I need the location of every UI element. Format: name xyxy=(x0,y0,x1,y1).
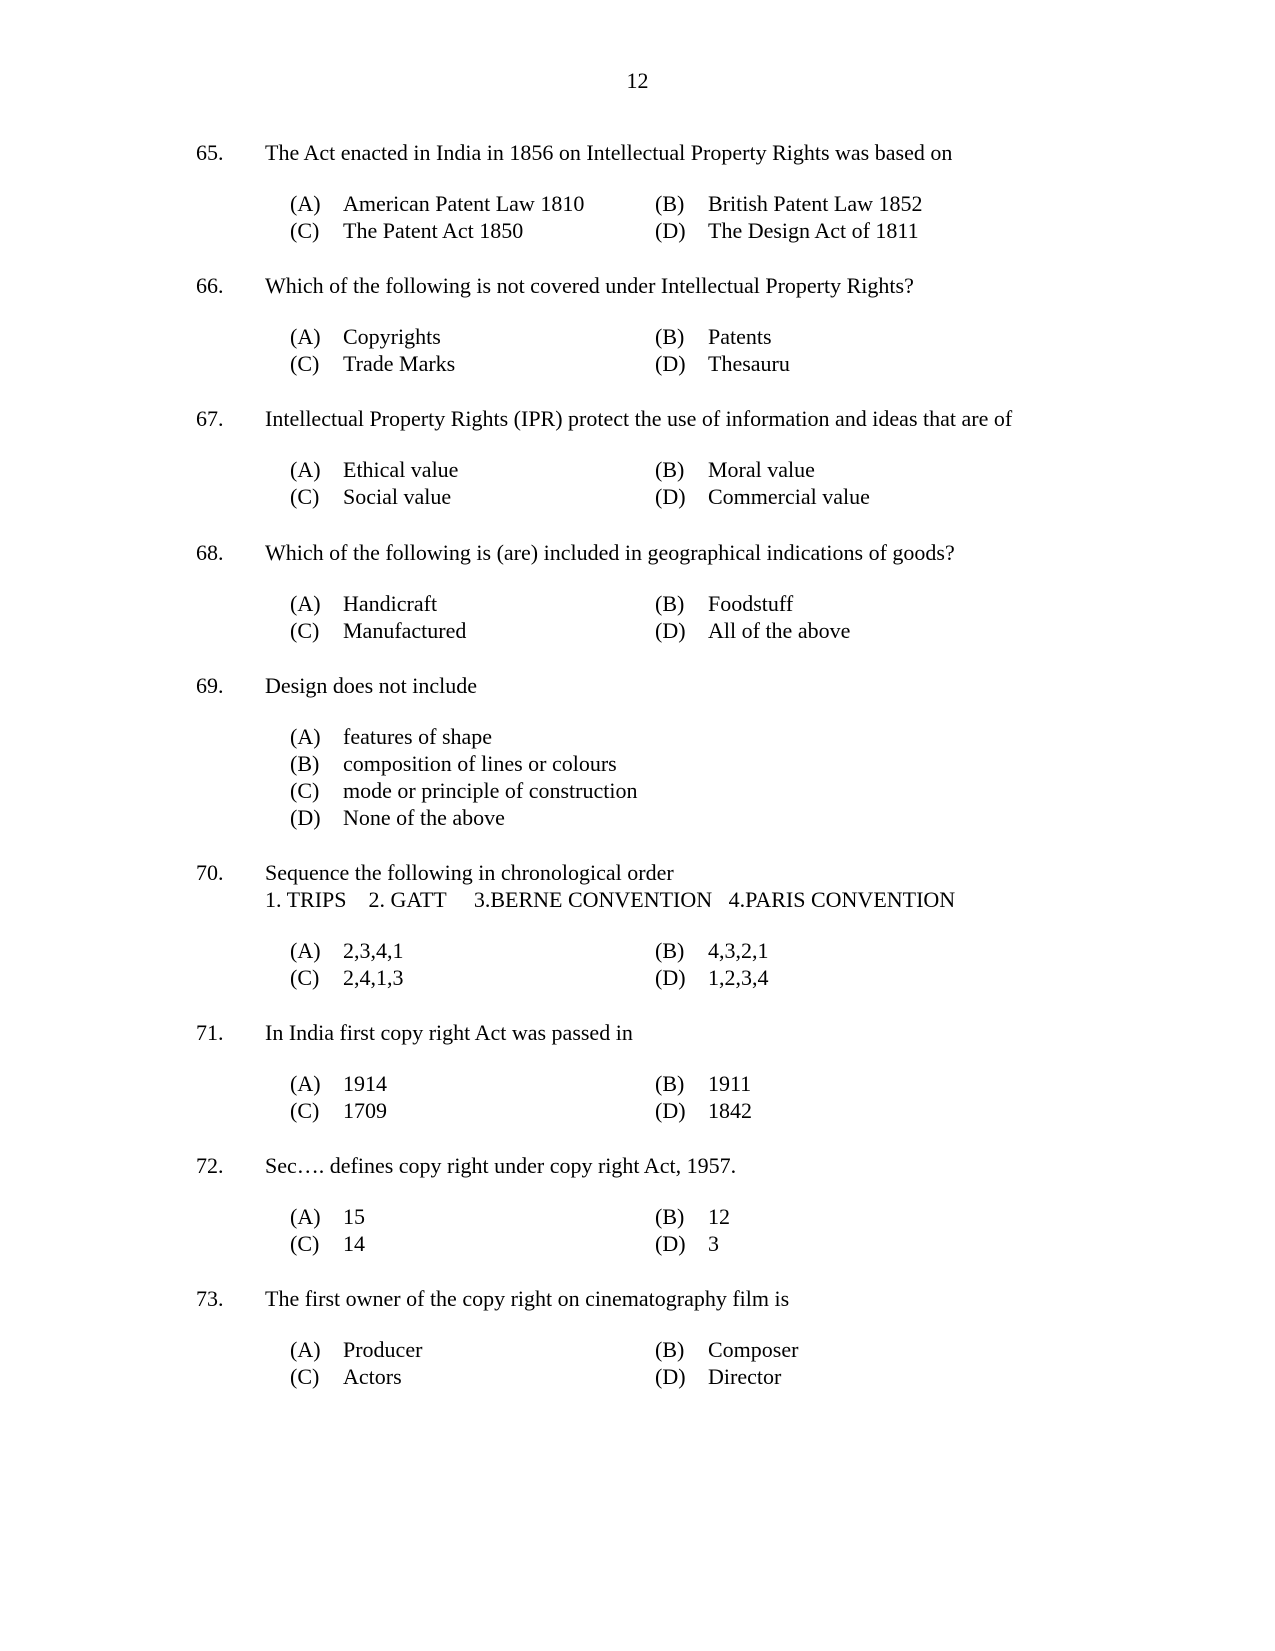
option-text: Director xyxy=(708,1364,782,1389)
option-text: Patents xyxy=(708,324,772,349)
option-text: Social value xyxy=(343,484,452,509)
question-text: Sequence the following in chronological order xyxy=(265,860,674,885)
question-text: Which of the following is not covered under Intellectual Property Rights? xyxy=(265,273,914,298)
option-text: 1911 xyxy=(708,1071,752,1096)
question-text: Which of the following is (are) included in geographical indications of goods? xyxy=(265,540,955,565)
option-text: The Patent Act 1850 xyxy=(343,218,524,243)
question-number: 66. xyxy=(196,273,224,298)
option-text: Composer xyxy=(708,1337,799,1362)
option-letter: (D) xyxy=(655,1364,686,1389)
page-number: 12 xyxy=(626,68,649,93)
option-letter: (C) xyxy=(290,1364,320,1389)
option-text: British Patent Law 1852 xyxy=(708,191,923,216)
question-number: 72. xyxy=(196,1153,224,1178)
question-number: 65. xyxy=(196,140,224,165)
option-letter: (C) xyxy=(290,351,320,376)
option-text: Moral value xyxy=(708,457,815,482)
option-letter: (D) xyxy=(655,618,686,643)
option-text: 1842 xyxy=(708,1098,752,1123)
option-letter: (D) xyxy=(655,1231,686,1256)
option-text: Handicraft xyxy=(343,591,438,616)
question-sequence-items: 1. TRIPS 2. GATT 3.BERNE CONVENTION 4.PARIS CONVENTION xyxy=(265,887,956,912)
option-letter: (B) xyxy=(655,324,685,349)
option-text: Copyrights xyxy=(343,324,441,349)
question-text: In India first copy right Act was passed in xyxy=(265,1020,633,1045)
option-letter: (D) xyxy=(655,218,686,243)
option-letter: (A) xyxy=(290,457,321,482)
option-text: 12 xyxy=(708,1204,730,1229)
option-letter: (A) xyxy=(290,1337,321,1362)
option-letter: (A) xyxy=(290,938,321,963)
option-text: mode or principle of construction xyxy=(343,778,638,803)
option-text: Manufactured xyxy=(343,618,467,643)
option-letter: (A) xyxy=(290,191,321,216)
option-text: 3 xyxy=(708,1231,719,1256)
question-text: Intellectual Property Rights (IPR) protect the use of information and ideas that are of xyxy=(265,406,1013,431)
option-letter: (B) xyxy=(655,1071,685,1096)
question-number: 69. xyxy=(196,673,224,698)
option-text: All of the above xyxy=(708,618,851,643)
option-text: features of shape xyxy=(343,724,493,749)
question-text: Sec…. defines copy right under copy right Act, 1957. xyxy=(265,1153,737,1178)
option-text: 14 xyxy=(343,1231,365,1256)
option-letter: (D) xyxy=(655,484,686,509)
option-letter: (A) xyxy=(290,724,321,749)
option-text: 1,2,3,4 xyxy=(708,965,769,990)
question-text: The first owner of the copy right on cinematography film is xyxy=(265,1286,790,1311)
option-letter: (A) xyxy=(290,591,321,616)
question-text: The Act enacted in India in 1856 on Intellectual Property Rights was based on xyxy=(265,140,953,165)
option-letter: (C) xyxy=(290,618,320,643)
option-text: Producer xyxy=(343,1337,423,1362)
option-letter: (B) xyxy=(290,751,320,776)
option-letter: (B) xyxy=(655,191,685,216)
option-letter: (A) xyxy=(290,1204,321,1229)
option-letter: (C) xyxy=(290,965,320,990)
option-text: 2,4,1,3 xyxy=(343,965,404,990)
option-letter: (A) xyxy=(290,1071,321,1096)
option-text: 2,3,4,1 xyxy=(343,938,404,963)
question-text: Design does not include xyxy=(265,673,478,698)
option-text: 1709 xyxy=(343,1098,387,1123)
option-text: Actors xyxy=(343,1364,402,1389)
question-number: 73. xyxy=(196,1286,224,1311)
option-text: Commercial value xyxy=(708,484,870,509)
option-letter: (D) xyxy=(290,805,321,830)
option-letter: (B) xyxy=(655,457,685,482)
question-number: 67. xyxy=(196,406,224,431)
option-letter: (C) xyxy=(290,1231,320,1256)
option-letter: (D) xyxy=(655,965,686,990)
option-letter: (B) xyxy=(655,938,685,963)
option-letter: (C) xyxy=(290,484,320,509)
option-text: Thesauru xyxy=(708,351,790,376)
option-letter: (B) xyxy=(655,591,685,616)
option-text: American Patent Law 1810 xyxy=(343,191,585,216)
option-letter: (D) xyxy=(655,351,686,376)
option-letter: (B) xyxy=(655,1204,685,1229)
option-text: 4,3,2,1 xyxy=(708,938,769,963)
question-number: 68. xyxy=(196,540,224,565)
option-text: 15 xyxy=(343,1204,365,1229)
option-letter: (B) xyxy=(655,1337,685,1362)
option-text: Foodstuff xyxy=(708,591,794,616)
option-text: None of the above xyxy=(343,805,505,830)
option-letter: (C) xyxy=(290,778,320,803)
option-letter: (C) xyxy=(290,218,320,243)
option-text: 1914 xyxy=(343,1071,387,1096)
question-number: 71. xyxy=(196,1020,224,1045)
option-letter: (A) xyxy=(290,324,321,349)
option-letter: (C) xyxy=(290,1098,320,1123)
option-text: Trade Marks xyxy=(343,351,456,376)
question-number: 70. xyxy=(196,860,224,885)
option-letter: (D) xyxy=(655,1098,686,1123)
option-text: Ethical value xyxy=(343,457,459,482)
option-text: composition of lines or colours xyxy=(343,751,617,776)
option-text: The Design Act of 1811 xyxy=(708,218,919,243)
